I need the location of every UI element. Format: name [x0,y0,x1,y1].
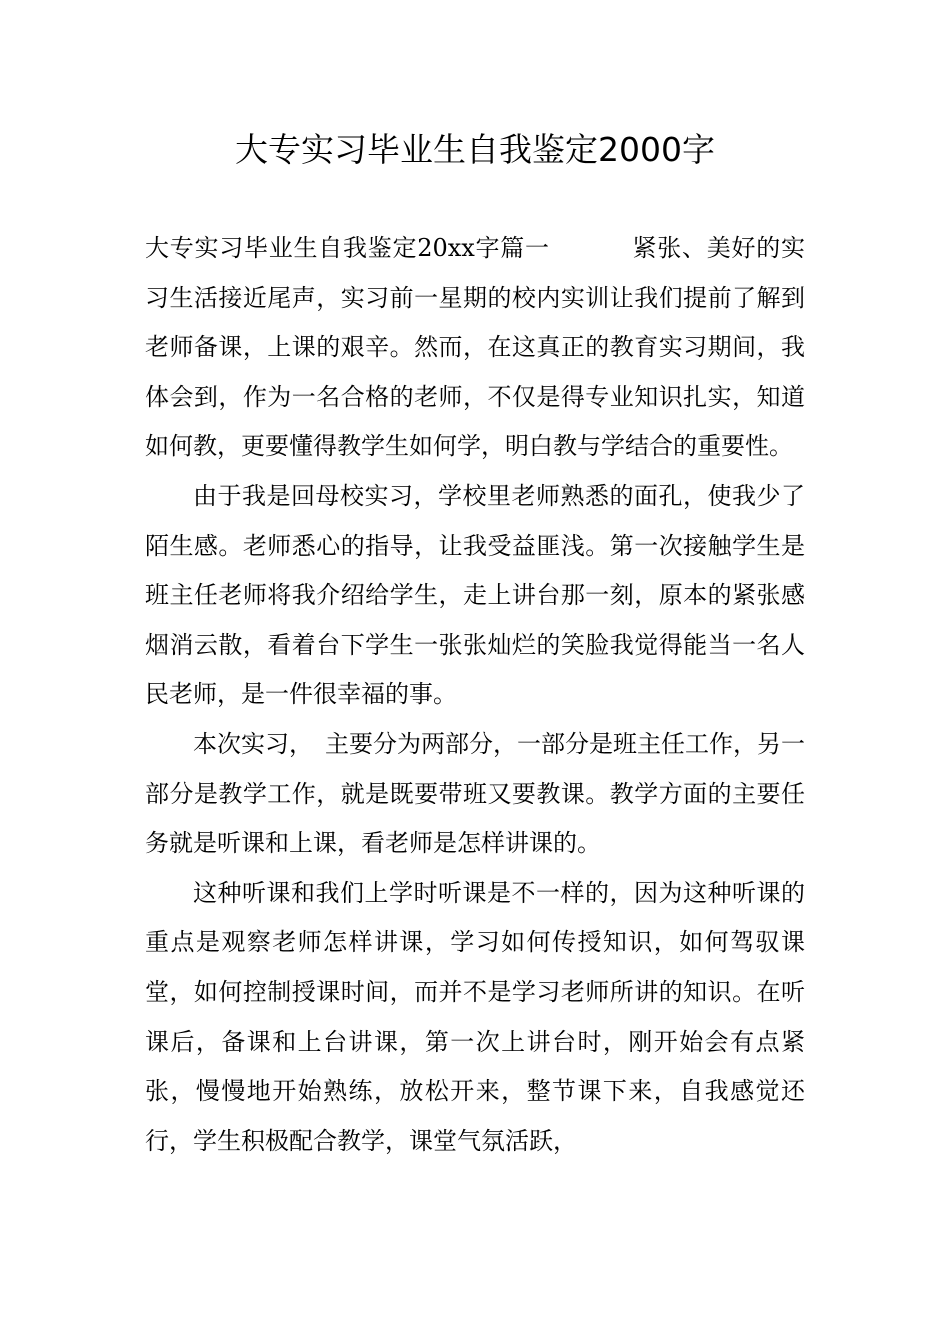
paragraph-1-text: 紧张、美好的实习生活接近尾声，实习前一星期的校内实训让我们提前了解到老师备课，上课的艰辛。然而，在这真正的教育实习期间，我体会到，作为一名合格的老师，不仅是得专业知识扎实，知道如何教，更要懂得教学生如何学，明白教与学结合的重要性。 [145,234,806,461]
paragraph-3: 本次实习， 主要分为两部分，一部分是班主任工作，另一部分是教学工作，就是既要带班又要教课。教学方面的主要任务就是听课和上课，看老师是怎样讲课的。 [145,729,805,858]
paragraph-4: 这种听课和我们上学时听课是不一样的，因为这种听课的重点是观察老师怎样讲课，学习如何传授知识，如何驾驭课堂，如何控制授课时间，而并不是学习老师所讲的知识。在听课后，备课和上台讲课，第一次上讲台时，刚开始会有点紧张，慢慢地开始熟练，放松开来，整节课下来，自我感觉还行，学生积极配合教学，课堂气氛活跃， [145,878,805,1155]
document-title: 大专实习毕业生自我鉴定2000字 [235,130,715,169]
document-body [145,224,805,1166]
paragraph-2: 由于我是回母校实习，学校里老师熟悉的面孔，使我少了陌生感。老师悉心的指导，让我受益匪浅。第一次接触学生是班主任老师将我介绍给学生，走上讲台那一刻，原本的紧张感烟消云散，看着台下学生一张张灿烂的笑脸我觉得能当一名人民老师，是一件很幸福的事。 [145,481,805,709]
paragraph-1 [145,224,805,472]
section-heading: 大专实习毕业生自我鉴定20xx字篇一 [145,234,550,262]
